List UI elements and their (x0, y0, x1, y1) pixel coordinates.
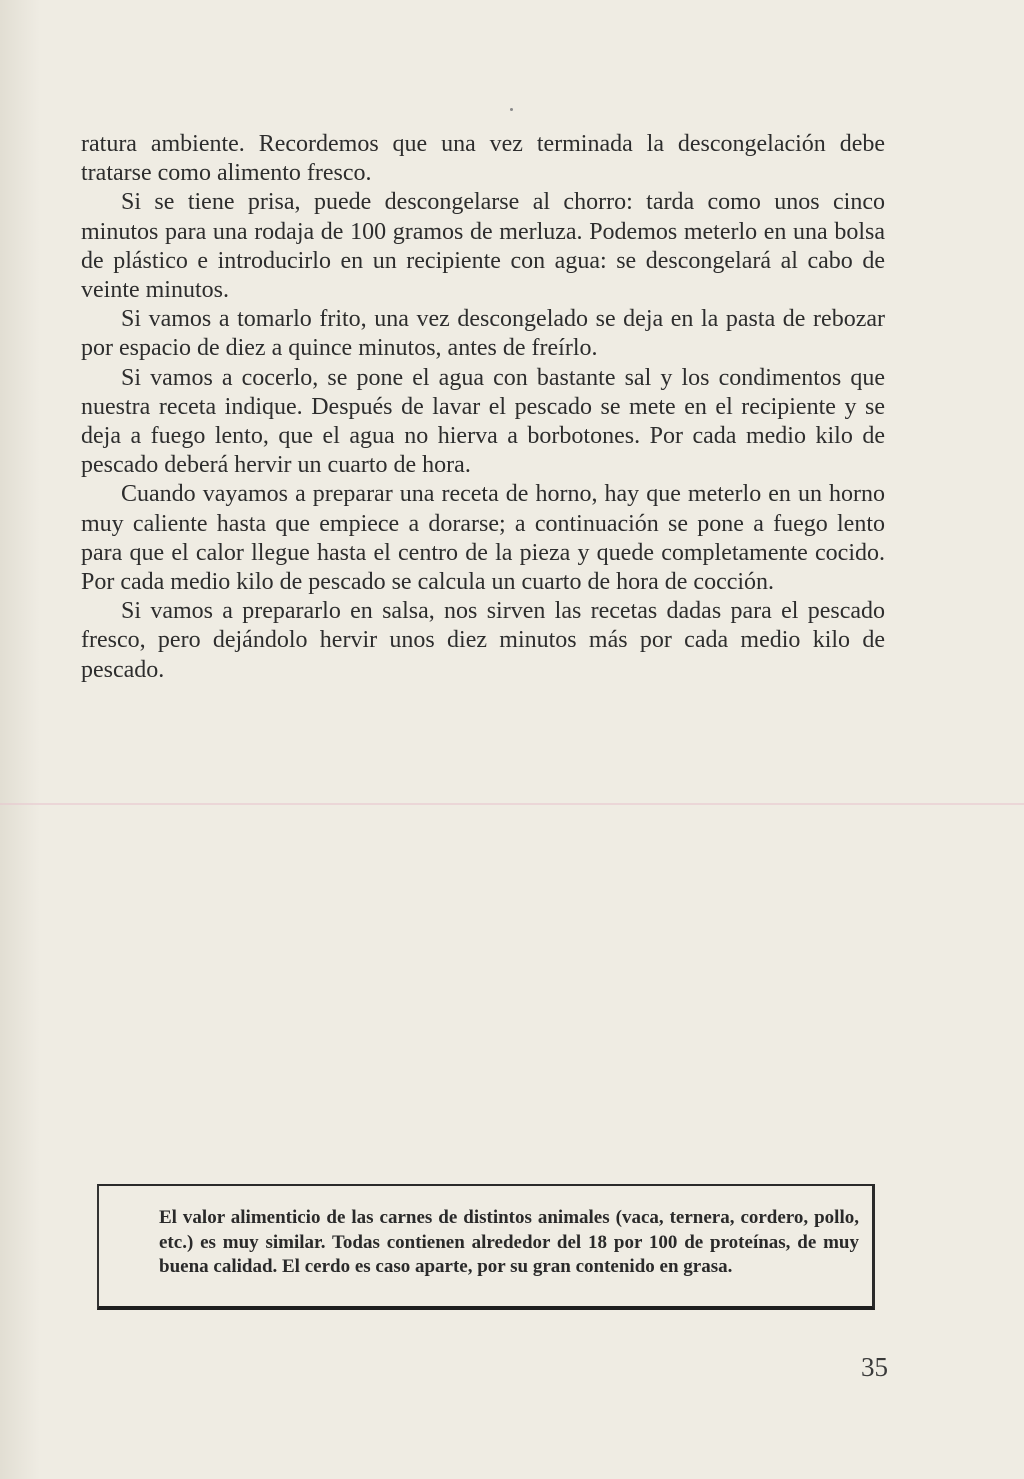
paragraph-continuation: ratura ambiente. Recordemos que una vez terminada la descongelación debe tratarse como alimento fresco. (81, 131, 885, 187)
page-number: 35 (861, 1352, 888, 1382)
paragraph-descongelar-chorro: Si se tiene prisa, puede descongelarse al chorro: tarda como unos cinco minutos para una rodaja de 100 gramos de merluza. Podemos meterlo en una bolsa de plástico e introducirlo en un recipiente con agua: se descongelará al cabo de veinte minutos. (81, 189, 885, 304)
body-text (81, 130, 885, 685)
callout-text: El valor alimenticio de las carnes de distintos animales (vaca, ternera, cordero, pollo, etc.) es muy similar. Todas contienen alrededor del 18 por 100 de proteínas, de muy buena calidad. El cerdo es caso aparte, por su gran contenido en grasa. (159, 1207, 859, 1277)
divider-line (0, 803, 1024, 805)
paragraph-frito: Si vamos a tomarlo frito, una vez descongelado se deja en la pasta de rebozar por espacio de diez a quince minutos, antes de freírlo. (81, 306, 885, 362)
paragraph-cocer: Si vamos a cocerlo, se pone el agua con bastante sal y los condimentos que nuestra receta indique. Después de lavar el pescado se mete en el recipiente y se deja a fuego lento, que el agua no hierva a borbotones. Por cada medio kilo de pescado deberá hervir un cuarto de hora. (81, 364, 885, 479)
paragraph-horno: Cuando vayamos a preparar una receta de horno, hay que meterlo en un horno muy caliente hasta que empiece a dorarse; a continuación se pone a fuego lento para que el calor llegue hasta el centro de la pieza y quede completamente cocido. Por cada medio kilo de pescado se calcula un cuarto de hora de cocción. (81, 481, 885, 596)
callout-box (97, 1184, 875, 1310)
print-speck (510, 108, 513, 111)
paragraph-salsa: Si vamos a prepararlo en salsa, nos sirven las recetas dadas para el pescado fresco, pero dejándolo hervir unos diez minutos más por cada medio kilo de pescado. (81, 598, 885, 683)
